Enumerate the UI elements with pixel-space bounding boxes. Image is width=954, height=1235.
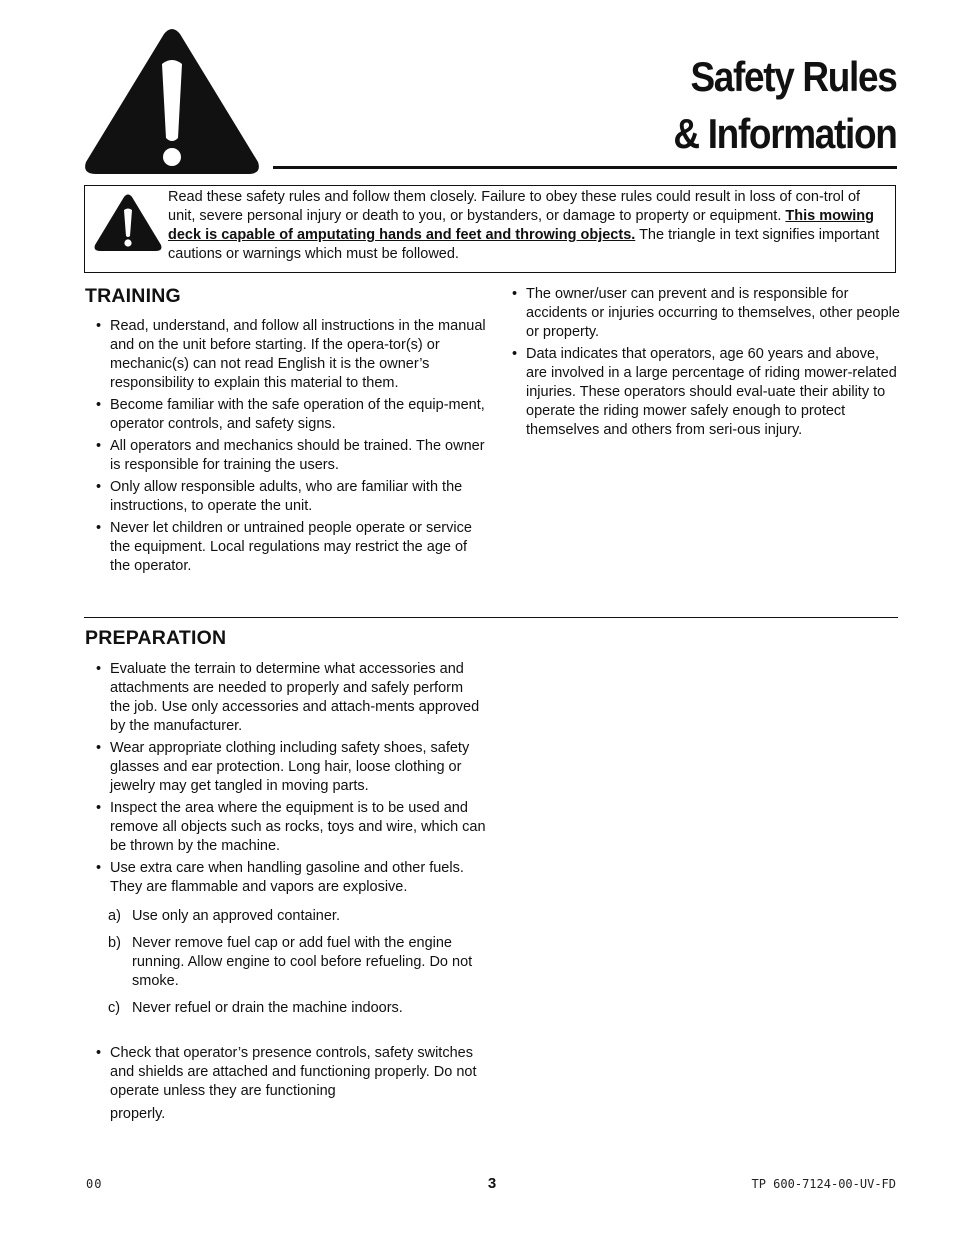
warning-text bbox=[168, 188, 888, 264]
header-rule bbox=[273, 166, 897, 169]
preparation-heading: PREPARATION bbox=[85, 627, 227, 649]
list-item: • The owner/user can prevent and is responsible for accidents or injuries occurring to themselves, other people or property. bbox=[512, 285, 900, 342]
list-item: • Read, understand, and follow all instructions in the manual and on the unit before starting. If the opera-tor(s) or mechanic(s) can not read English it is the owner’s responsibility to explain this material to them. bbox=[96, 317, 488, 393]
list-item: • Only allow responsible adults, who are familiar with the instructions, to operate the unit. bbox=[96, 478, 488, 516]
list-item: • Never let children or untrained people operate or service the equipment. Local regulations may restrict the age of the operator. bbox=[96, 519, 488, 576]
sub-list-item bbox=[108, 999, 486, 1018]
sub-text: Never refuel or drain the machine indoors. bbox=[132, 1000, 403, 1016]
list-item bbox=[96, 1044, 486, 1124]
sub-list-item bbox=[108, 907, 486, 926]
list-item-text-end: properly. bbox=[110, 1106, 166, 1122]
title-line-2: & Information bbox=[672, 110, 896, 157]
warning-triangle-icon bbox=[93, 193, 163, 253]
warning-emphasis: This mowing deck is capable of amputating hands and feet and throwing objects. bbox=[168, 208, 875, 243]
warning-box bbox=[84, 185, 896, 273]
list-item: • All operators and mechanics should be trained. The owner is responsible for training the users. bbox=[96, 437, 488, 475]
list-item: • Use extra care when handling gasoline and other fuels. They are flammable and vapors are explosive. bbox=[96, 859, 486, 897]
sub-text: Use only an approved container. bbox=[132, 908, 340, 924]
list-item: • Become familiar with the safe operation of the equip-ment, operator controls, and safety signs. bbox=[96, 396, 488, 434]
title-line-1: Safety Rules bbox=[689, 53, 896, 100]
warning-intro: Read these safety rules and follow them closely. Failure to obey these rules could result in loss of con-trol of unit, severe personal injury or death to you, or bystanders, or damage to property or equipment. bbox=[168, 189, 861, 224]
sub-text: Never remove fuel cap or add fuel with the engine running. Allow engine to cool before refueling. Do not smoke. bbox=[132, 935, 473, 989]
warning-outro: The triangle in text signifies important cautions or warnings which must be followed. bbox=[168, 227, 880, 262]
page-number: 3 bbox=[487, 1175, 497, 1192]
preparation-list bbox=[96, 660, 486, 900]
footer-left-code: 00 bbox=[86, 1177, 103, 1191]
list-item: • Evaluate the terrain to determine what accessories and attachments are needed to properly and safely perform the job. Use only accessories and attach-ments approved by the manufacturer. bbox=[96, 660, 486, 736]
fuel-sub-list bbox=[108, 907, 486, 1026]
list-item: • Data indicates that operators, age 60 years and above, are involved in a large percentage of riding mower-related injuries. These operators should eval-uate their ability to operate the riding mower safely enough to protect themselves and others from seri-ous injury. bbox=[512, 345, 900, 440]
sub-marker: c) bbox=[108, 1000, 121, 1016]
sub-marker: b) bbox=[108, 935, 121, 951]
sub-marker: a) bbox=[108, 908, 121, 924]
list-item-text: Check that operator’s presence controls, safety switches and shields are attached and functioning properly. Do not operate unless they are functioning bbox=[110, 1045, 477, 1099]
warning-triangle-icon bbox=[82, 26, 262, 176]
preparation-list-continued bbox=[96, 1044, 486, 1127]
training-list-right bbox=[512, 285, 900, 443]
section-divider bbox=[84, 617, 898, 618]
training-heading: TRAINING bbox=[85, 285, 181, 307]
list-item: • Inspect the area where the equipment is to be used and remove all objects such as rocks, toys and wire, which can be thrown by the machine. bbox=[96, 799, 486, 856]
training-list bbox=[96, 317, 488, 579]
page-title bbox=[673, 48, 896, 162]
list-item: • Wear appropriate clothing including safety shoes, safety glasses and ear protection. Long hair, loose clothing or jewelry may get tangled in moving parts. bbox=[96, 739, 486, 796]
footer-document-code: TP 600-7124-00-UV-FD bbox=[751, 1177, 896, 1191]
sub-list-item bbox=[108, 934, 486, 991]
